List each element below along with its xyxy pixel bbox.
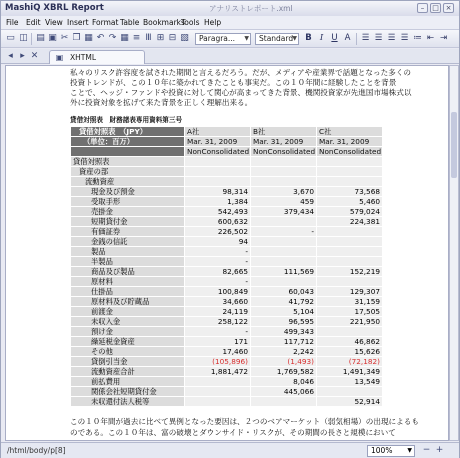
align-justify-icon[interactable]: ☰ (400, 33, 409, 43)
intro-paragraph-line: ことで、ヘッジ・ファンドや投資に対して関心が高まってきた背景、機関投資家が先進国市場株式以 (70, 88, 412, 97)
value-cell: - (185, 277, 251, 287)
row-label-cell: 現金及び預金 (71, 187, 185, 197)
table-row (71, 297, 383, 307)
table-row (71, 357, 383, 367)
header-label: 貸借対照表 （JPY） (79, 127, 148, 136)
save-icon[interactable]: ▣ (48, 33, 57, 43)
menu-edit[interactable]: Edit (26, 18, 41, 27)
value-cell (317, 247, 383, 257)
chevron-down-icon: ▼ (244, 35, 249, 42)
value-cell: 34,660 (185, 297, 251, 307)
value-cell: 46,862 (317, 337, 383, 347)
header-label-cell (71, 137, 185, 147)
value-cell (317, 157, 383, 167)
table-row (71, 167, 383, 177)
paragraph-style-select[interactable] (195, 33, 251, 45)
value-cell (317, 327, 383, 337)
chevron-down-icon: ▼ (407, 447, 412, 454)
value-cell (251, 257, 317, 267)
row-label-cell: その他 (71, 347, 185, 357)
title-bar (1, 1, 459, 16)
value-cell: 31,159 (317, 297, 383, 307)
value-cell (185, 167, 251, 177)
table-row (71, 327, 383, 337)
value-cell: 3,670 (251, 187, 317, 197)
value-cell: 1,384 (185, 197, 251, 207)
row-label-cell: 仕掛品 (71, 287, 185, 297)
row-label-cell: 製品 (71, 247, 185, 257)
paste-icon[interactable]: ▦ (84, 33, 93, 43)
table-row (71, 277, 383, 287)
scope-header-cell: NonConsolidated (185, 147, 251, 157)
menu-view[interactable]: View (45, 18, 63, 27)
value-cell: 499,343 (251, 327, 317, 337)
maximize-icon[interactable]: □ (430, 3, 441, 13)
value-cell: 379,434 (251, 207, 317, 217)
tab-label: XHTML (70, 53, 97, 62)
table-row (71, 177, 383, 187)
cut-icon[interactable]: ✂ (60, 33, 69, 43)
table-row (71, 387, 383, 397)
value-cell (185, 177, 251, 187)
value-cell: 1,881,472 (185, 367, 251, 377)
row-label-cell: 流動資産 (71, 177, 185, 187)
chevron-down-icon: ▼ (292, 35, 297, 42)
table-row (71, 377, 383, 387)
value-cell: 5,460 (317, 197, 383, 207)
split-cell-icon[interactable]: ⊞ (156, 33, 165, 43)
table-row (71, 257, 383, 267)
row-label-cell: 流動資産合計 (71, 367, 185, 377)
header-row (71, 137, 383, 147)
value-cell: 41,792 (251, 297, 317, 307)
header-row (71, 127, 383, 137)
scope-header-cell: NonConsolidated (317, 147, 383, 157)
zoom-in-icon[interactable]: + (435, 445, 444, 455)
value-cell: 100,849 (185, 287, 251, 297)
value-cell (185, 397, 251, 407)
zoom-value: 100% (371, 446, 393, 455)
value-cell (317, 257, 383, 267)
date-header-cell: Mar. 31, 2009 (251, 137, 317, 147)
value-cell: 73,568 (317, 187, 383, 197)
company-header-cell: B社 (251, 127, 317, 137)
row-label-cell: 関係会社短期貸付金 (71, 387, 185, 397)
row-label-cell: 金銭の信託 (71, 237, 185, 247)
zoom-out-icon[interactable]: − (422, 445, 431, 455)
value-cell: 459 (251, 197, 317, 207)
value-cell (317, 387, 383, 397)
value-cell: - (185, 247, 251, 257)
value-cell: 15,626 (317, 347, 383, 357)
value-cell: 129,307 (317, 287, 383, 297)
row-label-cell: 繰延税金資産 (71, 337, 185, 347)
image-icon[interactable]: ▧ (180, 33, 189, 43)
app-title: MashiQ XBRL Report (5, 3, 104, 13)
document-editor[interactable] (5, 65, 449, 441)
table-row (71, 237, 383, 247)
balance-sheet-table (70, 126, 383, 407)
align-right-icon[interactable]: ☰ (387, 33, 396, 43)
row-label-cell: 有価証券 (71, 227, 185, 237)
row-label-cell: 受取手形 (71, 197, 185, 207)
menu-file[interactable]: File (6, 18, 19, 27)
row-label-cell: 売掛金 (71, 207, 185, 217)
table-row (71, 367, 383, 377)
value-cell: 152,219 (317, 267, 383, 277)
row-label-cell: 前払費用 (71, 377, 185, 387)
character-style-select[interactable] (255, 33, 299, 45)
menu-bar (1, 16, 459, 30)
company-header-cell: C社 (317, 127, 383, 137)
table-row (71, 197, 383, 207)
value-cell (251, 237, 317, 247)
value-cell: - (185, 257, 251, 267)
indent-icon[interactable]: ⇥ (439, 33, 448, 43)
align-center-icon[interactable]: ☰ (374, 33, 383, 43)
row-label-cell: 預け金 (71, 327, 185, 337)
value-cell: - (251, 227, 317, 237)
company-header-cell: A社 (185, 127, 251, 137)
row-label-cell: 短期貸付金 (71, 217, 185, 227)
value-cell (251, 167, 317, 177)
italic-icon[interactable]: I (319, 33, 324, 43)
intro-paragraph-line: 外に投資対象を拡げて来た背景を正しく理解出来る。 (70, 98, 253, 107)
value-cell (251, 247, 317, 257)
scope-header-cell: NonConsolidated (251, 147, 317, 157)
underline-icon[interactable]: U (331, 33, 338, 43)
bulleted-list-icon[interactable]: ≔ (413, 33, 422, 43)
value-cell: 82,665 (185, 267, 251, 277)
toolbar-separator (31, 33, 32, 45)
minimize-icon[interactable]: – (417, 3, 428, 13)
table-row (71, 217, 383, 227)
header-label-cell (71, 127, 185, 137)
table-row (71, 307, 383, 317)
toolbar (1, 30, 459, 48)
outdent-icon[interactable]: ⇤ (426, 33, 435, 43)
row-label-cell: 貸借対照表 (71, 157, 185, 167)
close-icon[interactable]: × (443, 3, 454, 13)
intro-paragraph-line: 私々のリスク許容度を試された期間と言えるだろう。だが、メディアや産業界で話題となった多くの (70, 68, 411, 77)
value-cell (317, 167, 383, 177)
new-document-icon[interactable]: ▭ (6, 33, 15, 43)
value-cell: - (185, 327, 251, 337)
menu-help[interactable]: Help (204, 18, 222, 27)
table-row (71, 347, 383, 357)
date-header-cell: Mar. 31, 2009 (317, 137, 383, 147)
header-label-cell (71, 147, 185, 157)
value-cell: 600,632 (185, 217, 251, 227)
row-label-cell: 商品及び製品 (71, 267, 185, 277)
open-icon[interactable]: ▤ (36, 33, 45, 43)
insert-table-icon[interactable]: ▦ (120, 33, 129, 43)
value-cell: 8,046 (251, 377, 317, 387)
value-cell: 52,914 (317, 397, 383, 407)
menu-tools[interactable]: Tools (181, 18, 200, 27)
value-cell (185, 387, 251, 397)
value-cell: (105,896) (185, 357, 251, 367)
vertical-scrollbar[interactable] (449, 65, 459, 441)
table-row (71, 187, 383, 197)
table-row (71, 317, 383, 327)
table-row (71, 227, 383, 237)
value-cell: 17,460 (185, 347, 251, 357)
tab-xhtml[interactable] (49, 50, 145, 64)
outro-paragraph-line: のである。この１０年は、富の破壊とダウンサイド・リスクが、その期間の長さと規模において (70, 428, 396, 437)
menu-format[interactable]: Format (92, 18, 119, 27)
font-color-icon[interactable]: A (344, 33, 351, 43)
value-cell: 224,381 (317, 217, 383, 227)
tab-bar (1, 49, 459, 64)
value-cell (251, 177, 317, 187)
xhtml-document-icon: ▣ (55, 53, 64, 62)
value-cell: 5,104 (251, 307, 317, 317)
value-cell: 171 (185, 337, 251, 347)
menu-table[interactable]: Table (120, 18, 140, 27)
tab-scroll-left-icon[interactable]: ◂ (8, 51, 13, 61)
close-tab-icon[interactable]: ✕ (30, 51, 39, 61)
value-cell: 258,122 (185, 317, 251, 327)
table-row (71, 267, 383, 277)
row-label-cell: 未収還付法人税等 (71, 397, 185, 407)
outro-paragraph-line: この１０年間が過去に比べて異例となった要因は、２つのベアマーケット（弱気相場）の出現によるも (70, 417, 419, 426)
value-cell: 221,950 (317, 317, 383, 327)
value-cell: 1,769,582 (251, 367, 317, 377)
zoom-select[interactable] (367, 445, 415, 457)
new-window-icon[interactable]: ◫ (19, 33, 28, 43)
element-path: /html/body/p[8] (7, 446, 66, 455)
value-cell: 579,024 (317, 207, 383, 217)
value-cell: 24,119 (185, 307, 251, 317)
value-cell (251, 277, 317, 287)
paragraph-style-value: Paragra... (199, 34, 236, 43)
value-cell: 98,314 (185, 187, 251, 197)
value-cell (317, 227, 383, 237)
value-cell: 94 (185, 237, 251, 247)
row-label-cell: 前渡金 (71, 307, 185, 317)
scrollbar-thumb[interactable] (451, 112, 457, 178)
header-row (71, 147, 383, 157)
value-cell: 96,595 (251, 317, 317, 327)
value-cell (251, 157, 317, 167)
menu-bookmarks[interactable]: Bookmarks (143, 18, 185, 27)
table-row (71, 287, 383, 297)
value-cell: 117,712 (251, 337, 317, 347)
table-row (71, 207, 383, 217)
date-header-cell: Mar. 31, 2009 (185, 137, 251, 147)
value-cell: 542,493 (185, 207, 251, 217)
row-label-cell: 未収入金 (71, 317, 185, 327)
document-title: アナリストレポート.xml (209, 4, 293, 13)
value-cell: 60,043 (251, 287, 317, 297)
table-row (71, 397, 383, 407)
status-bar (1, 442, 459, 458)
value-cell (185, 157, 251, 167)
table-row (71, 337, 383, 347)
row-label-cell: 半製品 (71, 257, 185, 267)
value-cell (317, 277, 383, 287)
value-cell (317, 177, 383, 187)
header-unit-label: （単位：百万） (83, 137, 135, 146)
value-cell (317, 237, 383, 247)
redo-icon[interactable]: ↷ (108, 33, 117, 43)
intro-paragraph-line: 投資トレンドが、この１０年に築かれてきたことも事実だ。この１０年間に経験したことを背景 (70, 78, 397, 87)
menu-insert[interactable]: Insert (67, 18, 89, 27)
table-row-icon[interactable]: ≡ (132, 33, 141, 43)
tab-scroll-right-icon[interactable]: ▸ (20, 51, 25, 61)
value-cell: 17,505 (317, 307, 383, 317)
value-cell (185, 377, 251, 387)
value-cell: (1,493) (251, 357, 317, 367)
copy-icon[interactable]: ❐ (72, 33, 81, 43)
toolbar-separator (356, 33, 357, 45)
row-label-cell: 貸倒引当金 (71, 357, 185, 367)
character-style-value: Standard (259, 34, 294, 43)
table-row (71, 247, 383, 257)
row-label-cell: 原材料 (71, 277, 185, 287)
value-cell (251, 217, 317, 227)
value-cell: 445,066 (251, 387, 317, 397)
undo-icon[interactable]: ↶ (96, 33, 105, 43)
align-left-icon[interactable]: ☰ (361, 33, 370, 43)
table-caption: 貸借対照表 財務諸表専用資料第三号 (70, 116, 183, 124)
value-cell: 111,569 (251, 267, 317, 277)
merge-cell-icon[interactable]: ⊟ (168, 33, 177, 43)
table-row (71, 157, 383, 167)
value-cell: 1,491,349 (317, 367, 383, 377)
row-label-cell: 原材料及び貯蔵品 (71, 297, 185, 307)
value-cell (251, 397, 317, 407)
value-cell: 2,242 (251, 347, 317, 357)
table-column-icon[interactable]: Ⅲ (145, 33, 152, 43)
bold-icon[interactable]: B (305, 33, 312, 43)
value-cell: 13,549 (317, 377, 383, 387)
row-label-cell: 資産の部 (71, 167, 185, 177)
value-cell: (72,182) (317, 357, 383, 367)
value-cell: 226,502 (185, 227, 251, 237)
